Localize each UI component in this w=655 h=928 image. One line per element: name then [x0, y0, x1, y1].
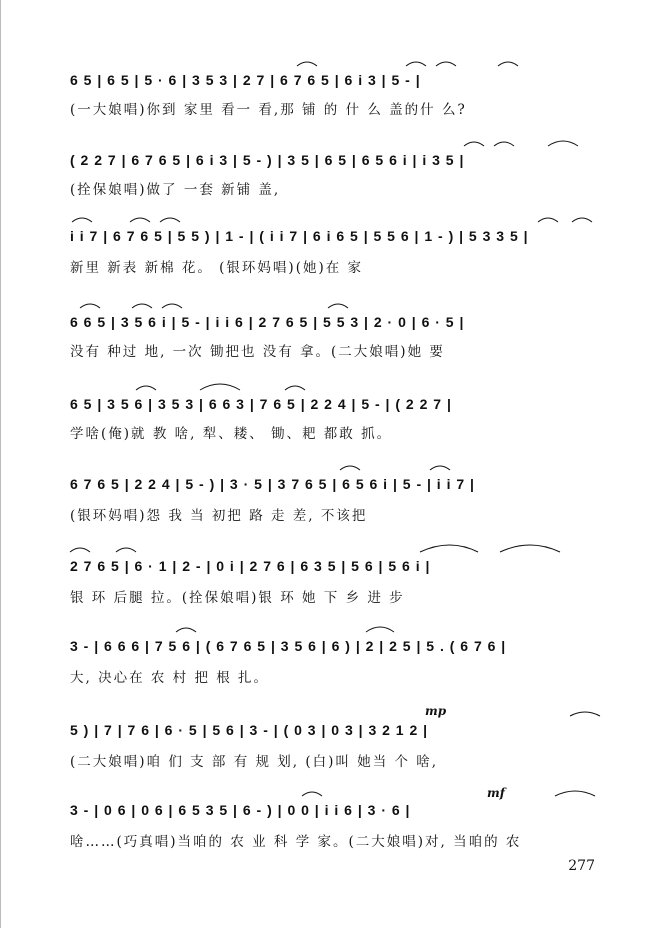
slur: [328, 304, 348, 308]
slur: [498, 62, 518, 66]
slur: [136, 386, 156, 390]
slur: [72, 218, 92, 222]
slur: [80, 304, 100, 308]
slur: [548, 141, 578, 146]
notation-line-5: 6 5 | 3 5 6 | 3 5 3 | 6 6 3 | 7 6 5 | 2 2 4 | 5 - | ( 2 2 7 |: [70, 396, 452, 412]
slur: [302, 792, 322, 796]
slur: [160, 218, 180, 222]
notation-line-8: 3 - | 6 6 6 | 7 5 6 | ( 6 7 6 5 | 3 5 6 | 6 ) | 2 | 2 5 | 5 . ( 6 7 6 |: [70, 638, 507, 654]
slur: [366, 627, 394, 632]
slur: [162, 304, 182, 308]
notation-line-2: ( 2 2 7 | 6 7 6 5 | 6 i 3 | 5 - ) | 3 5 | 6 5 | 6 5 6 i | i 3 5 |: [70, 152, 465, 168]
slur: [494, 142, 514, 146]
notation-line-9: 5 ) | 7 | 7 6 | 6 · 5 | 5 6 | 3 - | ( 0 3 | 0 3 | 3 2 1 2 |: [70, 722, 429, 738]
notation-line-3: i i 7 | 6 7 6 5 | 5 5 ) | 1 - | ( i i 7 | 6 i 6 5 | 5 5 6 | 1 - ) | 5 3 3 5 |: [70, 228, 529, 244]
slur: [297, 62, 317, 66]
slur: [538, 218, 558, 222]
notation-line-1: 6 5 | 6 5 | 5 · 6 | 3 5 3 | 2 7 | 6 7 6 5 | 6 i 3 | 5 - |: [70, 72, 421, 88]
lyrics-line-2: (拴保娘唱)做了 一套 新铺 盖,: [70, 182, 281, 198]
lyrics-line-8: 大, 决心在 农 村 把 根 扎。: [70, 670, 270, 686]
lyrics-line-10: 啥……(巧真唱)当咱的 农 业 科 学 家。(二大娘唱)对, 当咱的 农: [70, 834, 522, 850]
notation-line-7: 2 7 6 5 | 6 · 1 | 2 - | 0 i | 2 7 6 | 6 3 5 | 5 6 | 5 6 i |: [70, 558, 431, 574]
slur: [406, 62, 426, 66]
slur: [116, 548, 136, 552]
slur: [555, 791, 595, 796]
slur: [132, 304, 152, 308]
dynamic-mf: mf: [487, 786, 505, 800]
slur: [430, 466, 450, 470]
dynamic-mp: mp: [425, 704, 447, 718]
slur: [464, 142, 484, 146]
slur: [340, 466, 360, 470]
slur: [285, 386, 305, 390]
lyrics-line-4: 没有 种过 地, 一次 锄把也 没有 拿。(二大娘唱)她 要: [70, 344, 445, 360]
lyrics-line-5: 学啥(俺)就 教 啥, 犁、耧、 锄、耙 都敢 抓。: [70, 426, 393, 442]
lyrics-line-9: (二大娘唱)咱 们 支 部 有 规 划, (白)叫 她当 个 啥,: [70, 754, 439, 770]
notation-line-6: 6 7 6 5 | 2 2 4 | 5 - ) | 3 · 5 | 3 7 6 5 | 6 5 6 i | 5 - | i i 7 |: [70, 476, 475, 492]
lyrics-line-1: (一大娘唱)你到 家里 看一 看,那 铺 的 什 么 盖的什 么?: [70, 102, 467, 118]
slur: [70, 548, 90, 552]
slur: [176, 628, 196, 632]
lyrics-line-7: 银 环 后腿 拉。(拴保娘唱)银 环 她 下 乡 进 步: [70, 590, 405, 606]
page-number: 277: [568, 858, 595, 874]
slur: [200, 384, 240, 390]
slur: [420, 545, 478, 552]
slur: [130, 218, 150, 222]
page-edge-line: [0, 0, 1, 928]
slur: [500, 545, 560, 552]
slur: [570, 712, 600, 716]
slur: [572, 218, 592, 222]
lyrics-line-6: (银环妈唱)怨 我 当 初把 路 走 差, 不该把: [70, 508, 368, 524]
slur: [436, 62, 456, 66]
notation-line-10: 3 - | 0 6 | 0 6 | 6 5 3 5 | 6 - ) | 0 0 | i i 6 | 3 · 6 |: [70, 802, 411, 818]
lyrics-line-3: 新里 新表 新棉 花。 (银环妈唱)(她)在 家: [70, 260, 364, 276]
notation-line-4: 6 6 5 | 3 5 6 i | 5 - | i i 6 | 2 7 6 5 | 5 5 3 | 2 · 0 | 6 · 5 |: [70, 314, 465, 330]
